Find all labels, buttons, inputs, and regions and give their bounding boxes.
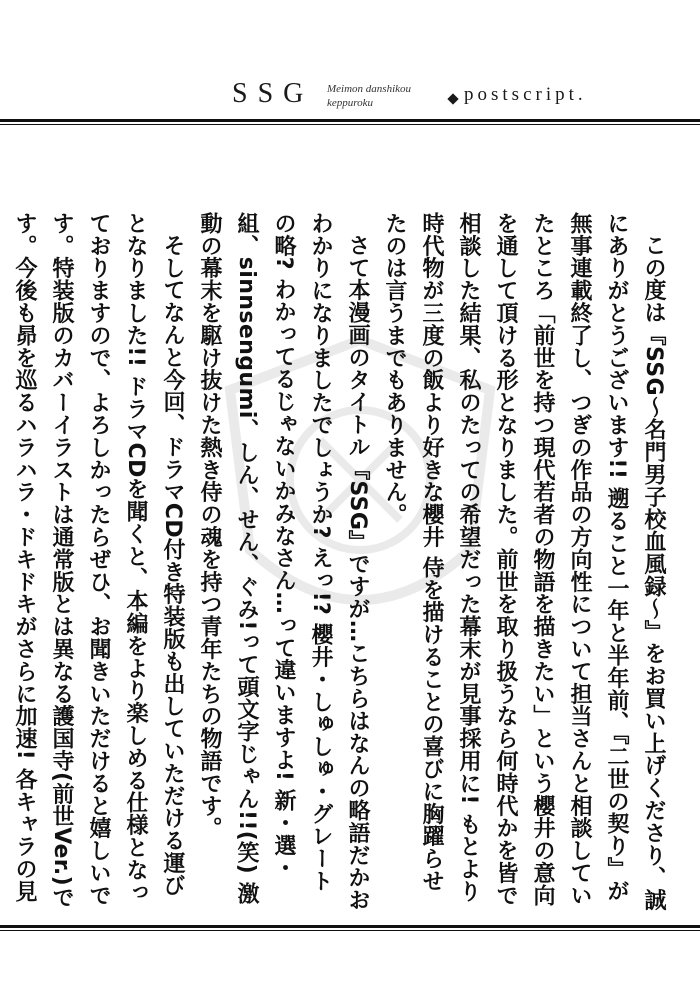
subtitle-line-2: keppuroku: [327, 97, 374, 109]
page-header: [0, 0, 700, 130]
paragraph-3: そしてなんと今回、ドラマCD付き特装版も出していただける運びとなりました!! ドラマCDを聞くと、本編をより楽しめる仕様となっておりますので、よろしかったらぜひ、お聞きいただけると嬉しいです。特装版のカバーイラストは通常版とは異なる護国寺(前世Ver.)です。今後も昴を巡るハラハラ・ドキドキがさらに加速! 各キャラの見: [12, 212, 185, 909]
paragraph-1: この度は『SSG〜名門男子校血風録〜』をお買い上げくださり、誠にありがとうございます!! 遡ること一年と半年前、『二世の契り』が無事連載終了し、つぎの作品の方向性について担当さんと相談していたところ「前世を持つ現代若者の物語を描きたい」という櫻井の意向を通して頂ける形となりました。前世を取り扱うなら何時代かを皆で相談した結果、私のたっての希望だった幕末が見事採用に! もとより時代物が三度の飯より好きな櫻井 侍を描けることの喜びに胸躍らせたのは言うまでもありません。: [382, 212, 666, 912]
section-title: postscript.: [464, 84, 587, 105]
afterword-body: [12, 212, 672, 912]
paragraph-2: さて本漫画のタイトル『SSG』ですが…こちらはなんの略語だかおわかりになりましたでしょうか? えっ!? 櫻井・しゅしゅ・グレートの略? わかってるじゃないかみなさん…って違いますよ! 新・選・組、sinnsengumi、しん、せん、ぐみ!って頭文字じゃん!!(笑) 激動の幕末を駆け抜けた熱き侍の魂を持つ青年たちの物語です。: [197, 212, 370, 912]
subtitle-line-1: Meimon danshikou: [327, 83, 412, 95]
series-subtitle: [327, 82, 411, 110]
header-rule-thick: [0, 119, 700, 122]
footer-rule-thin: [0, 930, 700, 931]
footer-rule-thick: [0, 925, 700, 928]
series-title: SSG: [232, 78, 314, 109]
header-rule-thin: [0, 124, 700, 125]
diamond-ornament-icon: [447, 93, 458, 104]
